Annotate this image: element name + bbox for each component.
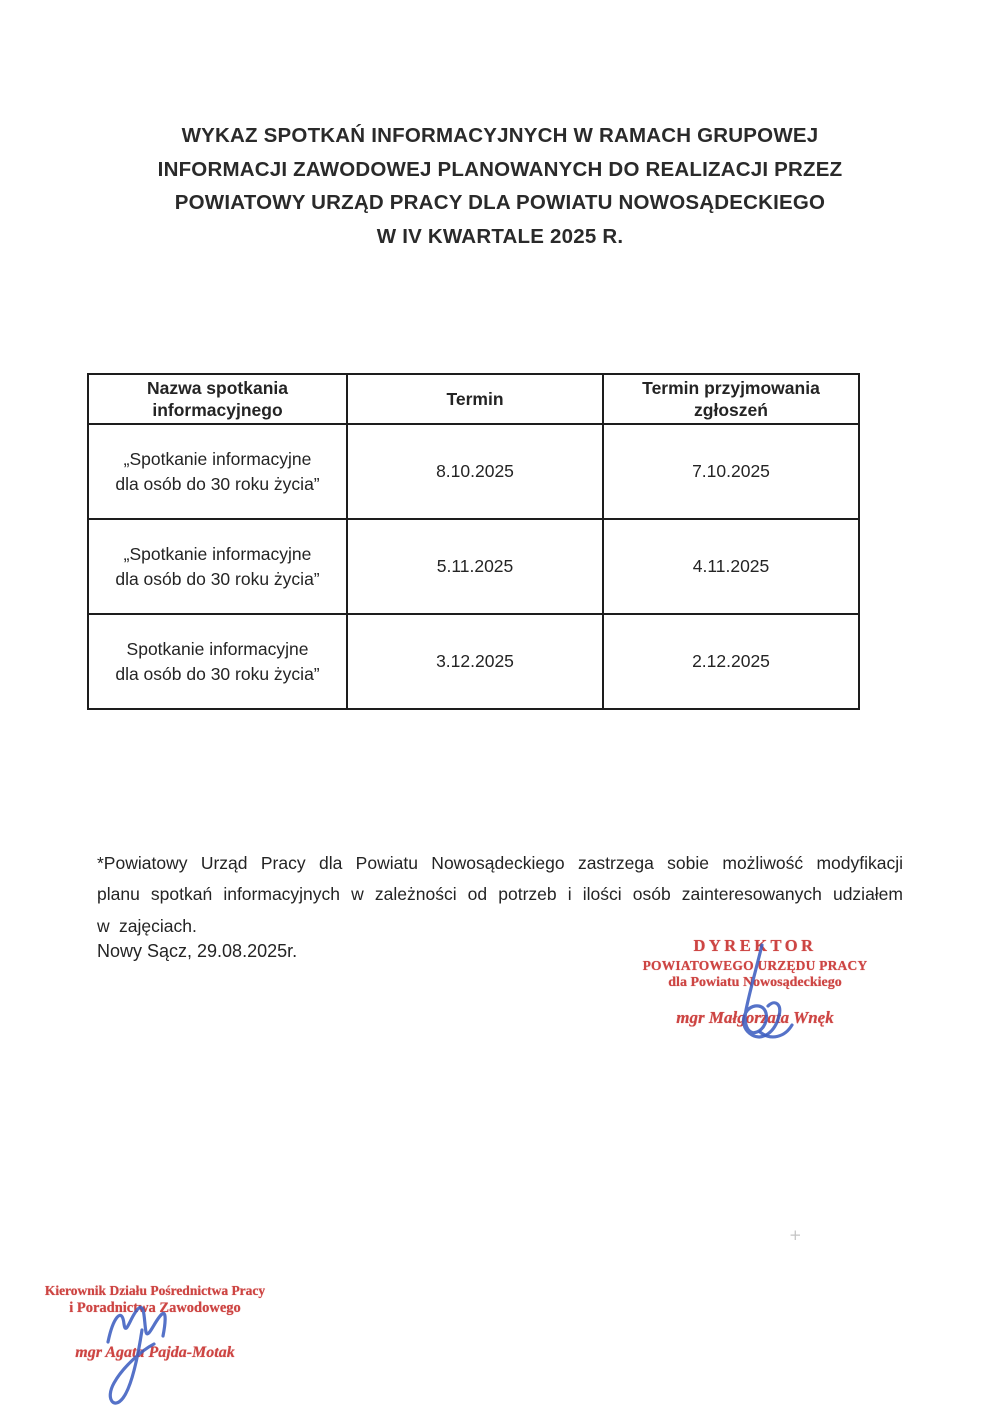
meeting-date-cell: 3.12.2025: [347, 614, 603, 709]
meeting-name-line: dla osób do 30 roku życia”: [115, 568, 320, 589]
meeting-name-line: dla osób do 30 roku życia”: [115, 663, 320, 684]
table-row: [88, 519, 859, 614]
table-row: [88, 424, 859, 519]
header-line: zgłoszeń: [694, 400, 768, 420]
title-line: INFORMACJI ZAWODOWEJ PLANOWANYCH DO REALIZACJI PRZEZ: [157, 157, 843, 181]
meeting-date-cell: 8.10.2025: [347, 424, 603, 519]
title-line: WYKAZ SPOTKAŃ INFORMACYJNYCH W RAMACH GRUPOWEJ: [181, 124, 819, 147]
header-line: Termin: [446, 389, 504, 409]
column-header-date: [347, 374, 603, 424]
manager-stamp: [30, 1283, 280, 1362]
table-header-row: [88, 374, 859, 424]
stamp-line: DYREKTOR: [693, 936, 817, 955]
meeting-name-line: „Spotkanie informacyjne: [123, 448, 312, 469]
table-row: [88, 614, 859, 709]
title-line: W IV KWARTALE 2025 R.: [376, 224, 624, 248]
stamp-line: i Poradnictwa Zawodowego: [69, 1300, 241, 1316]
footnote-text: *Powiatowy Urząd Pracy dla Powiatu Nowosądeckiego zastrzega sobie możliwość modyfikacji planu spotkań informacyjnych w zależności od potrzeb i ilości osób zainteresowanych udziałem w zajęciach.: [97, 852, 903, 936]
stamp-line: dla Powiatu Nowosądeckiego: [668, 975, 842, 990]
place-and-date: Nowy Sącz, 29.08.2025r.: [97, 941, 298, 961]
meeting-name-line: Spotkanie informacyjne: [126, 638, 309, 659]
meeting-name-cell: [88, 424, 347, 519]
column-header-application-deadline: [603, 374, 859, 424]
header-line: Nazwa spotkania: [146, 378, 289, 398]
application-deadline-cell: 2.12.2025: [603, 614, 859, 709]
meetings-table: [87, 373, 860, 710]
header-line: informacyjnego: [152, 400, 283, 420]
meeting-name-cell: [88, 519, 347, 614]
stamp-line: Kierownik Działu Pośrednictwa Pracy: [44, 1283, 266, 1298]
application-deadline-cell: 7.10.2025: [603, 424, 859, 519]
stamp-line: POWIATOWEGO URZĘDU PRACY: [642, 958, 868, 973]
document-title: [0, 119, 1000, 253]
director-stamp: [610, 936, 900, 1028]
meeting-name-line: dla osób do 30 roku życia”: [115, 473, 320, 494]
meeting-name-cell: [88, 614, 347, 709]
application-deadline-cell: 4.11.2025: [603, 519, 859, 614]
title-line: POWIATOWY URZĄD PRACY DLA POWIATU NOWOSĄDECKIEGO: [174, 191, 826, 214]
scan-artifact-plus-icon: +: [789, 1226, 802, 1244]
meeting-date-cell: 5.11.2025: [347, 519, 603, 614]
header-line: Termin przyjmowania: [642, 378, 820, 398]
manager-name: mgr Agata Pajda-Motak: [75, 1344, 235, 1361]
meeting-name-line: „Spotkanie informacyjne: [123, 543, 312, 564]
column-header-meeting-name: [88, 374, 347, 424]
director-name: mgr Małgorzata Wnęk: [676, 1008, 834, 1027]
